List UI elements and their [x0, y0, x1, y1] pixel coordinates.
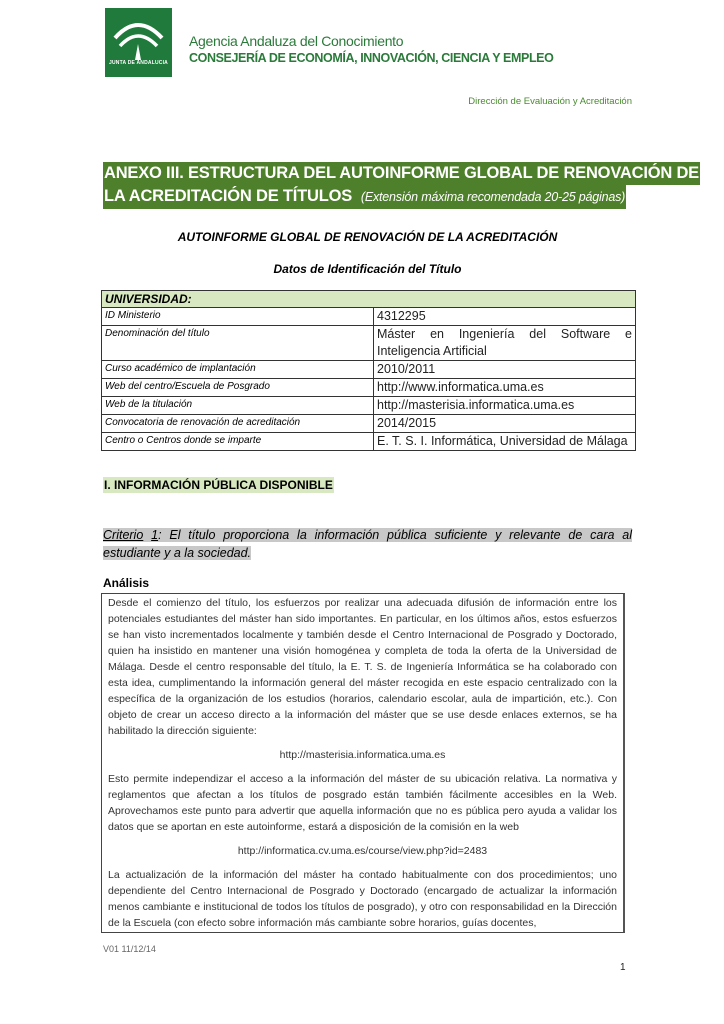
agency-name: Agencia Andaluza del Conocimiento: [189, 33, 404, 49]
table-row: [102, 379, 636, 397]
consejeria-name: CONSEJERÍA DE ECONOMÍA, INNOVACIÓN, CIENCIA Y EMPLEO: [189, 51, 554, 65]
table-row: [102, 308, 636, 326]
table-row: [102, 326, 636, 361]
analisis-url-link[interactable]: http://informatica.cv.uma.es/course/view.php?id=2483: [237, 845, 488, 857]
row-value: 2014/2015: [374, 415, 636, 433]
analisis-url-link[interactable]: http://masterisia.informatica.uma.es: [279, 749, 446, 761]
row-value: 4312295: [374, 308, 636, 326]
analisis-heading: Análisis: [103, 576, 150, 590]
row-label: Denominación del título: [102, 326, 374, 361]
document-title: [103, 162, 699, 209]
row-value: 2010/2011: [374, 361, 636, 379]
title-extension-note: (Extensión máxima recomendada 20-25 páginas): [360, 190, 626, 204]
criterio-number: 1: [151, 528, 159, 542]
universidad-header: UNIVERSIDAD:: [102, 291, 636, 308]
table-header-row: [102, 291, 636, 308]
criterio-label: Criterio: [103, 528, 144, 542]
row-value: E. T. S. I. Informática, Universidad de Málaga: [374, 433, 636, 451]
junta-de-andalucia-logo: [105, 8, 172, 77]
datos-heading: Datos de Identificación del Título: [273, 262, 462, 276]
row-label: Web de la titulación: [102, 397, 374, 415]
row-label: Convocatoria de renovación de acreditación: [102, 415, 374, 433]
criterio-statement: [103, 526, 632, 562]
arch-emblem-icon: [105, 8, 172, 77]
row-label: Centro o Centros donde se imparte: [102, 433, 374, 451]
criterio-highlight: [103, 528, 632, 560]
title-line-2-text: LA ACREDITACIÓN DE TÍTULOS: [104, 187, 353, 205]
page-number: 1: [620, 962, 626, 973]
criterio-text: : El título proporciona la información pública suficiente y relevante de cara al estudiante y a la sociedad.: [103, 528, 632, 560]
direccion-header: Dirección de Evaluación y Acreditación: [468, 96, 632, 107]
table-row: [102, 433, 636, 451]
section-heading: I. INFORMACIÓN PÚBLICA DISPONIBLE: [104, 478, 333, 492]
table-row: [102, 361, 636, 379]
title-line-1: ANEXO III. ESTRUCTURA DEL AUTOINFORME GLOBAL DE RENOVACIÓN DE: [103, 162, 700, 185]
analisis-paragraph: Desde el comienzo del título, los esfuerzos por realizar una adecuada difusión de información entre los potenciales estudiantes del máster han sido importantes. En particular, en los últimos años, estos esfuerzos se han visto incrementados localmente y también desde el Centro Internacional de Posgrado y Doctorado, quien ha insistido en mantener una visión homogénea y completa de toda la oferta de la Universidad de Málaga. Desde el centro responsable del título, la E. T. S. de Ingeniería Informática se ha colaborado con esta idea, cumplimentando la información general del máster recogida en este espacio centralizado con la específica de la organización de los estudios (horarios, calendario escolar, aula de impartición, etc.). Con objeto de crear un acceso directo a la información del máster que se use desde enlaces externos, se ha habilitado la dirección siguiente:: [108, 597, 617, 737]
row-label: Curso académico de implantación: [102, 361, 374, 379]
report-subtitle: AUTOINFORME GLOBAL DE RENOVACIÓN DE LA ACREDITACIÓN: [177, 230, 558, 244]
table-row: [102, 415, 636, 433]
row-value-link[interactable]: http://www.informatica.uma.es: [374, 379, 636, 397]
identification-table: [101, 290, 636, 451]
logo-caption: JUNTA DE ANDALUCIA: [109, 60, 168, 66]
table-row: [102, 397, 636, 415]
analisis-paragraph: Esto permite independizar el acceso a la información del máster de su ubicación relativa. La normativa y reglamentos que afectan a los títulos de posgrado están también fácilmente accesibles en la Web. Aprovechamos este punto para advertir que aquella información que no es pública pero ayuda a validar los datos que se aportan en este autoinforme, estará a disposición de la comisión en la web: [108, 773, 617, 833]
version-footer: V01 11/12/14: [103, 944, 156, 954]
row-value-link[interactable]: http://masterisia.informatica.uma.es: [374, 397, 636, 415]
analisis-text-box[interactable]: [101, 593, 625, 933]
row-label: Web del centro/Escuela de Posgrado: [102, 379, 374, 397]
row-value: Máster en Ingeniería del Software e Inteligencia Artificial: [374, 326, 636, 361]
row-label: ID Ministerio: [102, 308, 374, 326]
title-line-2: [103, 185, 626, 209]
analisis-paragraph: La actualización de la información del máster ha contado habitualmente con dos procedimientos; uno dependiente del Centro Internacional de Posgrado y Doctorado (encargado de actualizar la información menos cambiante e institucional de todos los títulos de posgrado), y otro con responsabilidad en la Dirección de la Escuela (con efecto sobre información más cambiante sobre horarios, guías docentes,: [108, 869, 617, 929]
